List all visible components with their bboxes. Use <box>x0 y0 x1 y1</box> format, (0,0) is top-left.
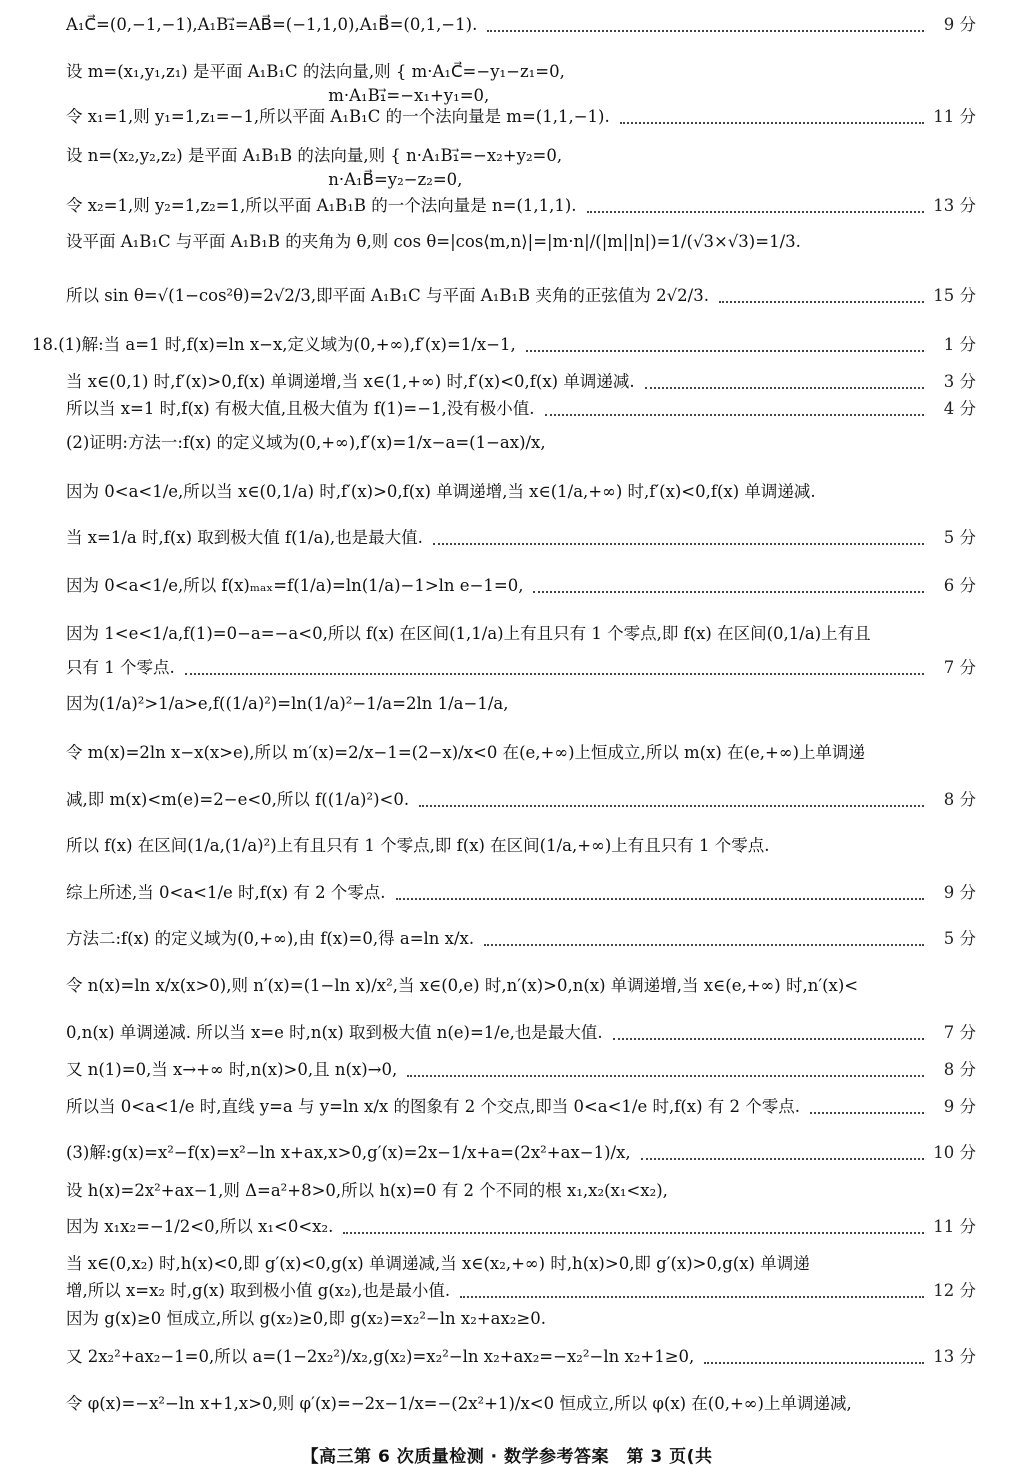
solution-line <box>66 976 976 996</box>
solution-line <box>66 1097 976 1117</box>
dotted-leader <box>407 1055 924 1077</box>
dotted-leader <box>396 878 924 900</box>
line-text: 当 x∈(0,1) 时,f′(x)>0,f(x) 单调递增,当 x∈(1,+∞) 时,f′(x)<0,f(x) 单调递减. <box>66 372 635 391</box>
line-text: 令 m(x)=2ln x−x(x>e),所以 m′(x)=2/x−1=(2−x)/x<0 在(e,+∞)上恒成立,所以 m(x) 在(e,+∞)上单调递 <box>66 743 866 762</box>
line-text: 增,所以 x=x₂ 时,g(x) 取到极小值 g(x₂),也是最小值. <box>66 1281 451 1300</box>
solution-line <box>66 576 976 596</box>
solution-line <box>66 107 976 127</box>
line-text: (2)证明:方法一:f(x) 的定义域为(0,+∞),f′(x)=1/x−a=(1−ax)/x, <box>66 433 546 452</box>
dotted-leader <box>620 102 924 124</box>
line-text: 只有 1 个零点. <box>66 658 175 677</box>
line-text: 又 n(1)=0,当 x→+∞ 时,n(x)>0,且 n(x)→0, <box>66 1060 398 1079</box>
dotted-leader <box>433 523 924 545</box>
dotted-leader <box>460 1276 924 1298</box>
line-text: 所以当 x=1 时,f(x) 有极大值,且极大值为 f(1)=−1,没有极小值. <box>66 399 535 418</box>
score-label: 3 分 <box>943 372 976 391</box>
score-label: 15 分 <box>933 286 976 305</box>
solution-line <box>66 743 976 763</box>
line-text: 所以当 0<a<1/e 时,直线 y=a 与 y=ln x/x 的图象有 2 个交点,即当 0<a<1/e 时,f(x) 有 2 个零点. <box>66 1097 801 1116</box>
dotted-leader <box>641 1138 924 1160</box>
solution-line <box>66 372 976 392</box>
line-text: m·A₁B₁⃗=−x₁+y₁=0, <box>66 86 490 105</box>
solution-line <box>66 528 976 548</box>
score-label: 8 分 <box>943 1060 976 1079</box>
line-text: 又 2x₂²+ax₂−1=0,所以 a=(1−2x₂²)/x₂,g(x₂)=x₂²−ln x₂+ax₂=−x₂²−ln x₂+1≥0, <box>66 1347 695 1366</box>
line-text: 减,即 m(x)<m(e)=2−e<0,所以 f((1/a)²)<0. <box>66 790 410 809</box>
line-text: 因为 1<e<1/a,f(1)=0−a=−a<0,所以 f(x) 在区间(1,1/a)上有且只有 1 个零点,即 f(x) 在区间(0,1/a)上有且 <box>66 624 871 643</box>
solution-line <box>66 1217 976 1237</box>
line-text: 因为 0<a<1/e,所以当 x∈(0,1/a) 时,f′(x)>0,f(x) 单调递增,当 x∈(1/a,+∞) 时,f′(x)<0,f(x) 单调递减. <box>66 482 816 501</box>
line-text: 令 x₂=1,则 y₂=1,z₂=1,所以平面 A₁B₁B 的一个法向量是 n=(1,1,1). <box>66 196 577 215</box>
solution-line <box>66 482 976 502</box>
solution-line <box>66 929 976 949</box>
solution-line <box>66 286 976 306</box>
solution-line <box>66 1181 976 1201</box>
score-label: 6 分 <box>943 576 976 595</box>
score-label: 7 分 <box>943 658 976 677</box>
score-label: 9 分 <box>943 883 976 902</box>
solution-line <box>66 146 976 166</box>
dotted-leader <box>533 571 924 593</box>
solution-line <box>66 62 976 82</box>
dotted-leader <box>343 1212 924 1234</box>
solution-line <box>66 1394 976 1414</box>
dotted-leader <box>185 653 924 675</box>
line-text: 设 m=(x₁,y₁,z₁) 是平面 A₁B₁C 的法向量,则 { m·A₁C⃗=−y₁−z₁=0, <box>66 62 565 81</box>
solution-line <box>66 196 976 216</box>
dotted-leader <box>645 367 924 389</box>
line-text: 综上所述,当 0<a<1/e 时,f(x) 有 2 个零点. <box>66 883 386 902</box>
solution-line <box>66 1023 976 1043</box>
solution-line <box>66 170 976 190</box>
score-label: 5 分 <box>943 929 976 948</box>
score-label: 12 分 <box>933 1281 976 1300</box>
score-label: 5 分 <box>943 528 976 547</box>
score-label: 9 分 <box>943 1097 976 1116</box>
line-text: n·A₁B⃗=y₂−z₂=0, <box>66 170 463 189</box>
line-text: 因为 x₁x₂=−1/2<0,所以 x₁<0<x₂. <box>66 1217 334 1236</box>
line-text: 因为 g(x)≥0 恒成立,所以 g(x₂)≥0,即 g(x₂)=x₂²−ln x₂+ax₂≥0. <box>66 1309 546 1328</box>
solution-line <box>66 1254 976 1274</box>
score-label: 7 分 <box>943 1023 976 1042</box>
line-text: 方法二:f(x) 的定义域为(0,+∞),由 f(x)=0,得 a=ln x/x. <box>66 929 475 948</box>
page-footer: 【高三第 6 次质量检测 · 数学参考答案 第 3 页(共 <box>301 1447 713 1467</box>
line-text: A₁C⃗=(0,−1,−1),A₁B₁⃗=AB⃗=(−1,1,0),A₁B⃗=(0,1,−1). <box>66 15 478 34</box>
solution-line <box>66 883 976 903</box>
solution-line <box>66 1347 976 1367</box>
line-text: 令 n(x)=ln x/x(x>0),则 n′(x)=(1−ln x)/x²,当 x∈(0,e) 时,n′(x)>0,n(x) 单调递增,当 x∈(e,+∞) 时,n′(x)< <box>66 976 859 995</box>
dotted-leader <box>719 281 924 303</box>
solution-line <box>66 232 976 252</box>
solution-line <box>66 433 976 453</box>
solution-line <box>66 790 976 810</box>
dotted-leader <box>419 785 924 807</box>
solution-line <box>66 658 976 678</box>
solution-line <box>66 1060 976 1080</box>
dotted-leader <box>704 1342 924 1364</box>
dotted-leader <box>810 1092 924 1114</box>
line-text: 18.(1)解:当 a=1 时,f(x)=ln x−x,定义域为(0,+∞),f′(x)=1/x−1, <box>32 335 516 354</box>
line-text: 因为 0<a<1/e,所以 f(x)ₘₐₓ=f(1/a)=ln(1/a)−1>ln e−1=0, <box>66 576 524 595</box>
solution-line <box>66 694 976 714</box>
line-text: 设 h(x)=2x²+ax−1,则 Δ=a²+8>0,所以 h(x)=0 有 2 个不同的根 x₁,x₂(x₁<x₂), <box>66 1181 668 1200</box>
dotted-leader <box>545 394 924 416</box>
solution-line <box>66 836 976 856</box>
score-label: 11 分 <box>933 1217 976 1236</box>
score-label: 8 分 <box>943 790 976 809</box>
solution-line <box>66 399 976 419</box>
solution-line <box>66 624 976 644</box>
solution-line <box>66 15 976 35</box>
line-text: 设 n=(x₂,y₂,z₂) 是平面 A₁B₁B 的法向量,则 { n·A₁B₁⃗=−x₂+y₂=0, <box>66 146 563 165</box>
line-text: 所以 sin θ=√(1−cos²θ)=2√2/3,即平面 A₁B₁C 与平面 A₁B₁B 夹角的正弦值为 2√2/3. <box>66 286 709 305</box>
score-label: 10 分 <box>933 1143 976 1162</box>
line-text: 设平面 A₁B₁C 与平面 A₁B₁B 的夹角为 θ,则 cos θ=|cos⟨m,n⟩|=|m·n|/(|m||n|)=1/(√3×√3)=1/3. <box>66 232 801 251</box>
dotted-leader <box>487 10 924 32</box>
dotted-leader <box>526 330 924 352</box>
line-text: 当 x=1/a 时,f(x) 取到极大值 f(1/a),也是最大值. <box>66 528 423 547</box>
line-text: 当 x∈(0,x₂) 时,h(x)<0,即 g′(x)<0,g(x) 单调递减,当 x∈(x₂,+∞) 时,h(x)>0,即 g′(x)>0,g(x) 单调递 <box>66 1254 810 1273</box>
score-label: 4 分 <box>943 399 976 418</box>
line-text: 所以 f(x) 在区间(1/a,(1/a)²)上有且只有 1 个零点,即 f(x) 在区间(1/a,+∞)上有且只有 1 个零点. <box>66 836 770 855</box>
line-text: (3)解:g(x)=x²−f(x)=x²−ln x+ax,x>0,g′(x)=2x−1/x+a=(2x²+ax−1)/x, <box>66 1143 631 1162</box>
dotted-leader <box>587 191 924 213</box>
line-text: 令 φ(x)=−x²−ln x+1,x>0,则 φ′(x)=−2x−1/x=−(2x²+1)/x<0 恒成立,所以 φ(x) 在(0,+∞)上单调递减, <box>66 1394 852 1413</box>
dotted-leader <box>613 1018 924 1040</box>
line-text: 令 x₁=1,则 y₁=1,z₁=−1,所以平面 A₁B₁C 的一个法向量是 m=(1,1,−1). <box>66 107 610 126</box>
score-label: 13 分 <box>933 1347 976 1366</box>
solution-line <box>66 1309 976 1329</box>
dotted-leader <box>484 924 924 946</box>
line-text: 因为(1/a)²>1/a>e,f((1/a)²)=ln(1/a)²−1/a=2ln 1/a−1/a, <box>66 694 509 713</box>
score-label: 1 分 <box>943 335 976 354</box>
score-label: 11 分 <box>933 107 976 126</box>
solution-line <box>66 1281 976 1301</box>
score-label: 9 分 <box>943 15 976 34</box>
line-text: 0,n(x) 单调递减. 所以当 x=e 时,n(x) 取到极大值 n(e)=1/e,也是最大值. <box>66 1023 603 1042</box>
solution-line <box>32 335 976 355</box>
solution-line <box>66 1143 976 1163</box>
score-label: 13 分 <box>933 196 976 215</box>
